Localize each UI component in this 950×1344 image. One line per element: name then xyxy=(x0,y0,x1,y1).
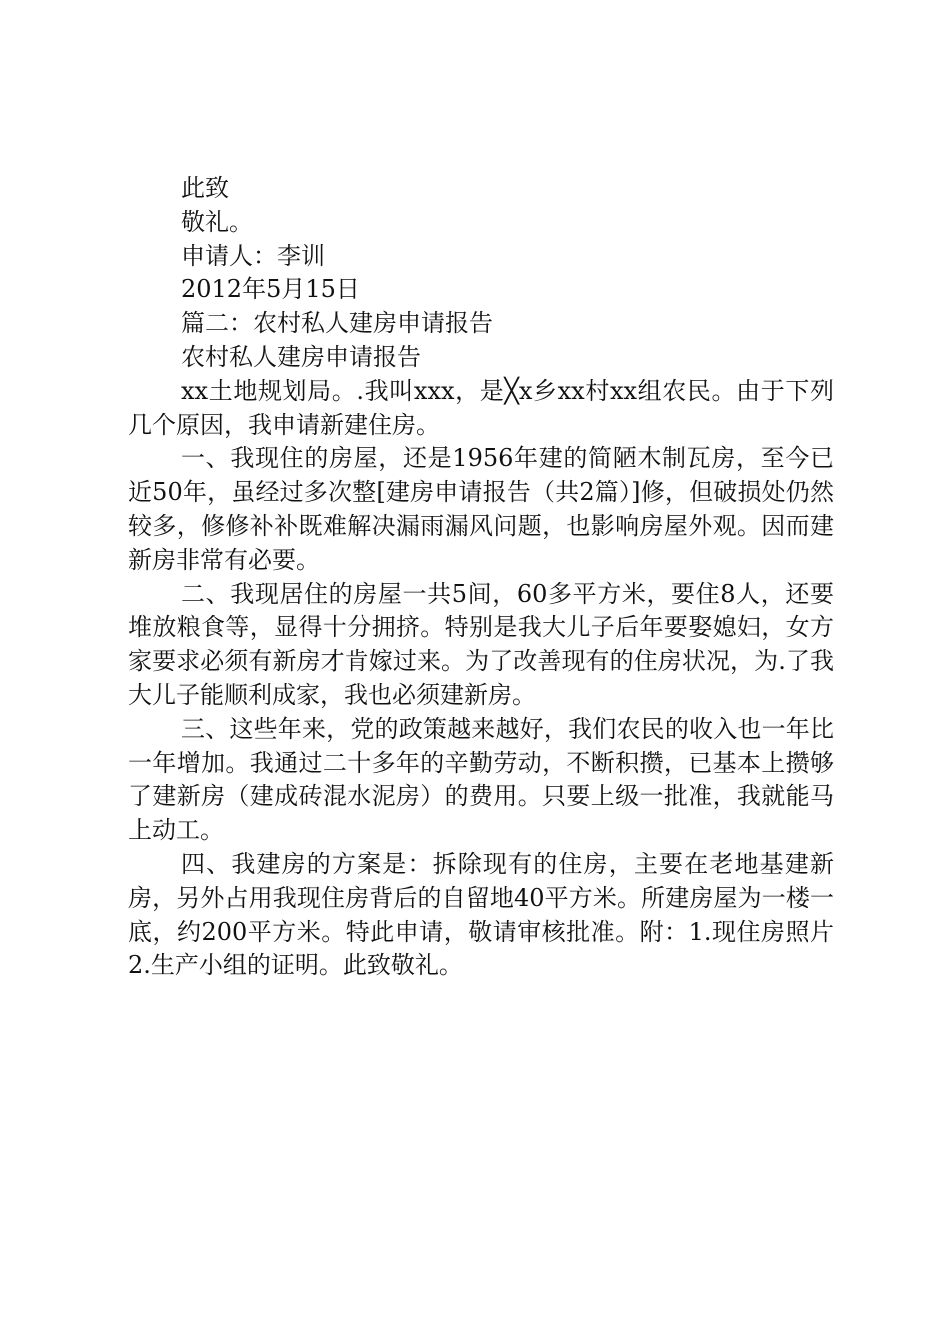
application-date: 2012年5月15日 xyxy=(181,275,360,304)
paragraph-reason-2: 二、我现居住的房屋一共5间，60多平方米，要住8人，还要堆放粮食等，显得十分拥挤。特别是我大儿子后年要娶媳妇，女方家要求必须有新房才肯嫁过来。为了改善现有的住房状况，为.了我大儿子能顺利成家，我也必须建新房。 xyxy=(128,579,834,709)
paragraph-intro: xx土地规划局。.我叫xxx，是╳x乡xx村xx组农民。由于下列几个原因，我申请新建住房。 xyxy=(128,376,834,439)
applicant-signature: 申请人：李训 xyxy=(181,241,325,270)
paragraph-reason-3: 三、这些年来，党的政策越来越好，我们农民的收入也一年比一年增加。我通过二十多年的辛勤劳动，不断积攒，已基本上攒够了建新房（建成砖混水泥房）的费用。只要上级一批准，我就能马上动工。 xyxy=(128,714,834,845)
section-heading: 篇二：农村私人建房申请报告 xyxy=(181,309,493,338)
document-body xyxy=(128,172,834,983)
paragraph-plan: 四、我建房的方案是：拆除现有的住房，主要在老地基建新房，另外占用我现住房背后的自留地40平方米。所建房屋为一楼一底，约200平方米。特此申请，敬请审核批准。附：1.现住房照片2.生产小组的证明。此致敬礼。 xyxy=(128,849,834,980)
closing-salutation-1: 此致 xyxy=(181,174,229,202)
document-title: 农村私人建房申请报告 xyxy=(181,342,421,371)
paragraph-reason-1: 一、我现住的房屋，还是1956年建的简陋木制瓦房，至今已近50年，虽经过多次整[建房申请报告（共2篇）]修，但破损处仍然较多，修修补补既难解决漏雨漏风问题，也影响房屋外观。因而建新房非常有必要。 xyxy=(128,444,834,574)
closing-salutation-2: 敬礼。 xyxy=(181,207,253,236)
